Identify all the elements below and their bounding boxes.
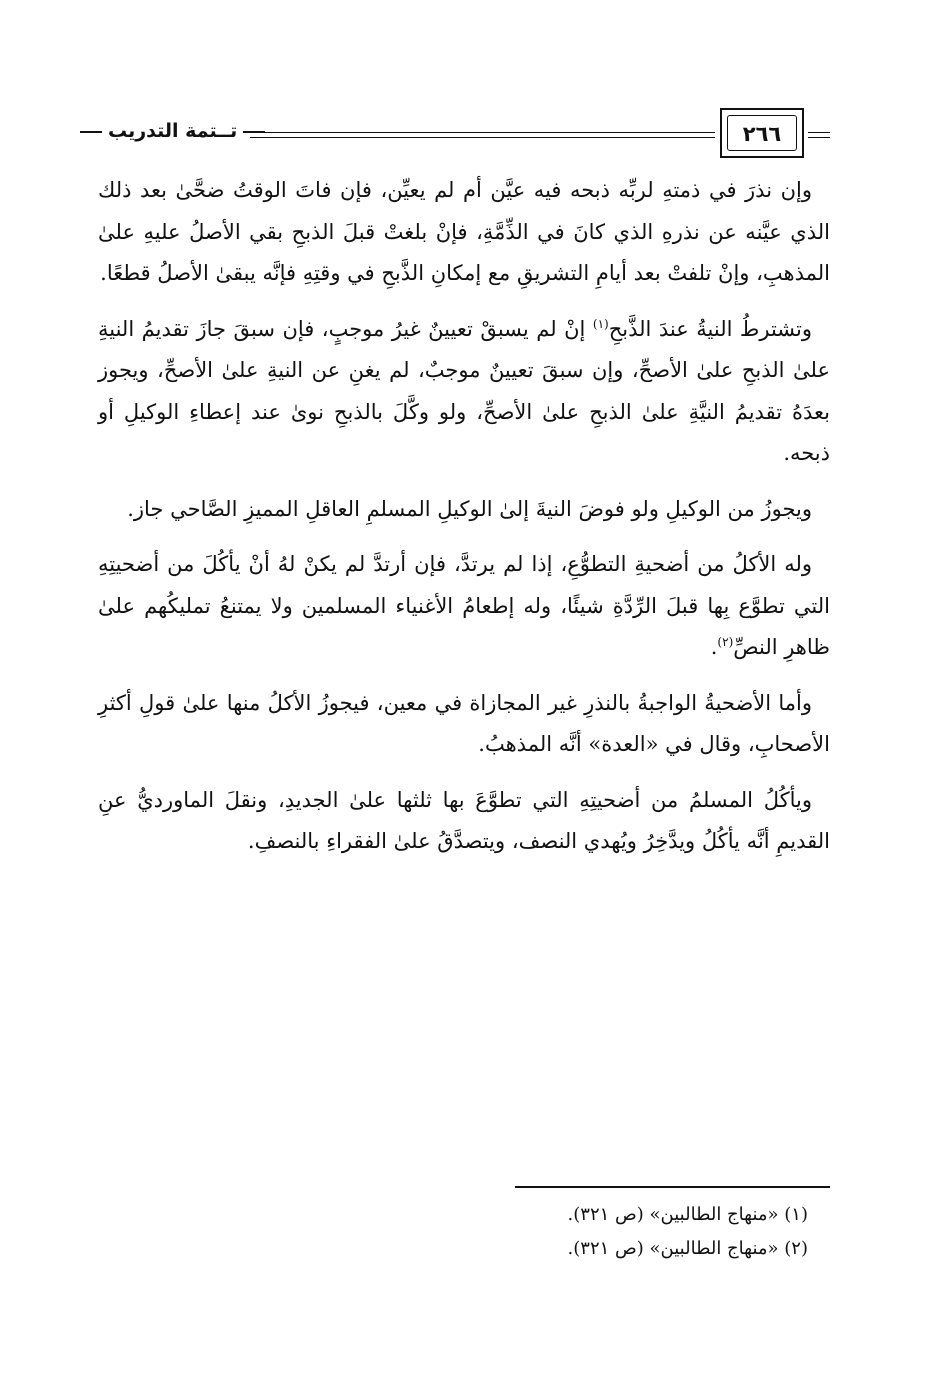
footnote-2: (٢) «منهاج الطالبين» (ص ٣٢١). <box>567 1238 808 1259</box>
paragraph-2-part-2: إنْ لم يسبقْ تعيينٌ غيرُ موجبٍ، فإن سبقَ جازَ تقديمُ النيةِ علىٰ الذبحِ علىٰ الأصحِّ، وإن سبقَ تعيينٌ موجبٌ، لم يغنِ عن النيةِ علىٰ الأصحِّ، ويجوز بعدَهُ تقديمُ النيَّةِ علىٰ الذبحِ علىٰ الأصحِّ، ولو وكَّلَ بالذبحِ نوىٰ عند إعطاءِ الوكيلِ أو ذبحه. <box>98 316 830 465</box>
paragraph-3: ويجوزُ من الوكيلِ ولو فوضَ النيةَ إلىٰ الوكيلِ المسلمِ العاقلِ المميزِ الصَّاحي جاز. <box>127 496 812 521</box>
paragraph-4-part-1: وله الأكلُ من أضحيةِ التطوُّعِ، إذا لم يرتدَّ، فإن أرتدَّ لم يكنْ لهُ أنْ يأكُلَ من أضحيتِهِ التي تطوَّع بِها قبلَ الرِّدَّةِ شيئًا، وله إطعامُ الأغنياء المسلمين ولا يمتنعُ تمليكُهم علىٰ ظاهرِ النصِّ <box>98 552 830 659</box>
main-text <box>98 170 830 877</box>
paragraph-4-part-2: . <box>710 635 718 659</box>
paragraph-4 <box>98 544 830 669</box>
page-number-frame <box>720 108 804 158</box>
paragraph-2 <box>98 309 830 475</box>
footnote-separator <box>515 1186 830 1188</box>
page-header <box>80 108 830 160</box>
page-number: ٢٦٦ <box>727 115 797 151</box>
paragraph-6: ويأكُلُ المسلمُ من أضحيتِهِ التي تطوَّعَ بها ثلثها علىٰ الجديدِ، ونقلَ الماورديُّ عنِ القديمِ أنَّه يأكُلُ ويدَّخِرُ ويُهدي النصف، ويتصدَّقُ علىٰ الفقراءِ بالنصفِ. <box>98 787 830 853</box>
header-rule <box>250 132 715 138</box>
footnote-1: (١) «منهاج الطالبين» (ص ٣٢١). <box>567 1204 808 1225</box>
footnote-ref-1: (١) <box>592 316 609 331</box>
header-rule-right <box>808 132 830 138</box>
paragraph-2-part-1: وتشترطُ النيةُ عندَ الذَّبحِ <box>608 316 812 341</box>
footnotes <box>98 1198 808 1266</box>
running-title: تــتمة التدريب <box>80 120 265 142</box>
paragraph-1: وإن نذرَ في ذمتهِ لربِّه ذبحه فيه عيَّن أم لم يعيِّن، فإن فاتَ الوقتُ ضحَّىٰ بعد ذلك الذي عيَّنه عن نذرهِ الذي كانَ في الذِّمَّةِ، فإنْ بلغتْ قبلَ الذبحِ بقي الأصلُ عليهِ علىٰ المذهبِ، وإنْ تلفتْ بعد أيامِ التشريقِ مع إمكانِ الذَّبحِ في وقتِهِ فإنَّه يبقىٰ الأصلُ قطعًا. <box>98 178 830 285</box>
footnote-ref-2: (٢) <box>717 635 734 649</box>
paragraph-5: وأما الأضحيةُ الواجبةُ بالنذرِ غير المجازاة في معين، فيجوزُ الأكلُ منها علىٰ قولِ أكثرِ الأصحابِ، وقال في «العدة» أنَّه المذهبُ. <box>98 690 830 756</box>
